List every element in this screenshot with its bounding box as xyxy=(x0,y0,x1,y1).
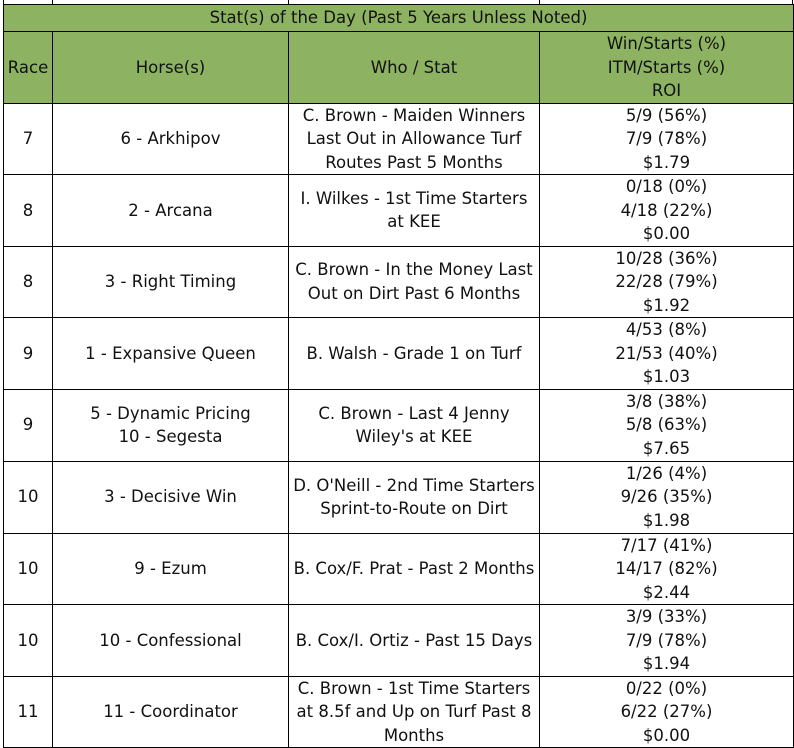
result-line: $0.00 xyxy=(642,725,691,745)
result-line: 1/26 (4%) xyxy=(625,463,708,483)
stat-line: B. Walsh - Grade 1 on Turf xyxy=(306,343,522,363)
table-row xyxy=(4,318,794,390)
header-row xyxy=(4,32,794,104)
stat-line: Wiley's at KEE xyxy=(355,427,473,446)
stat-line: B. Cox/F. Prat - Past 2 Months xyxy=(293,559,535,578)
header-results xyxy=(540,32,794,104)
stat-cell xyxy=(289,676,540,748)
header-win-starts: Win/Starts (%) xyxy=(606,34,727,53)
header-horses: Horse(s) xyxy=(53,32,289,104)
result-line: $2.44 xyxy=(642,582,691,602)
result-line: 14/17 (82%) xyxy=(615,559,718,578)
stat-line: at 8.5f and Up on Turf Past 8 xyxy=(296,702,532,721)
stat-line: D. O'Neill - 2nd Time Starters xyxy=(293,475,535,495)
race-number: 7 xyxy=(4,103,53,175)
horse-entry: 3 - Right Timing xyxy=(104,272,237,291)
stat-cell xyxy=(289,175,540,247)
stat-line: Routes Past 5 Months xyxy=(325,152,503,172)
horse-entry: 3 - Decisive Win xyxy=(104,487,237,507)
stat-line: B. Cox/I. Ortiz - Past 15 Days xyxy=(295,630,533,650)
result-line: 10/28 (36%) xyxy=(615,248,718,268)
stat-line: C. Brown - Last 4 Jenny xyxy=(318,403,510,423)
result-line: 6/22 (27%) xyxy=(620,702,713,721)
stat-cell xyxy=(289,389,540,461)
horse-entry: 1 - Expansive Queen xyxy=(85,343,256,363)
horse-cell xyxy=(53,246,289,318)
horse-entry: 10 - Segesta xyxy=(118,427,223,446)
result-line: $1.92 xyxy=(642,295,691,315)
results-cell xyxy=(540,389,794,461)
results-cell xyxy=(540,461,794,533)
result-line: 3/8 (38%) xyxy=(625,391,708,411)
race-number: 9 xyxy=(4,389,53,461)
stat-line: I. Wilkes - 1st Time Starters xyxy=(300,188,528,208)
result-line: 4/53 (8%) xyxy=(625,320,708,339)
result-line: 21/53 (40%) xyxy=(615,343,718,363)
result-line: 7/9 (78%) xyxy=(625,630,708,650)
results-cell xyxy=(540,103,794,175)
header-who-stat: Who / Stat xyxy=(289,32,540,104)
horse-cell xyxy=(53,175,289,247)
horse-cell xyxy=(53,676,289,748)
stat-cell xyxy=(289,533,540,605)
stat-line: Out on Dirt Past 6 Months xyxy=(307,283,521,303)
table-row xyxy=(4,246,794,318)
horse-cell xyxy=(53,605,289,677)
result-line: $0.00 xyxy=(642,224,691,243)
result-line: 22/28 (79%) xyxy=(615,272,718,291)
result-line: 5/8 (63%) xyxy=(625,415,708,435)
horse-cell xyxy=(53,533,289,605)
table-row xyxy=(4,389,794,461)
stat-line: C. Brown - 1st Time Starters xyxy=(297,678,531,698)
results-cell xyxy=(540,533,794,605)
result-line: 4/18 (22%) xyxy=(620,200,713,220)
horse-entry: 10 - Confessional xyxy=(99,630,242,650)
stat-line: Last Out in Allowance Turf xyxy=(306,129,522,148)
result-line: 7/9 (78%) xyxy=(625,129,708,148)
stat-cell xyxy=(289,246,540,318)
header-itm-starts: ITM/Starts (%) xyxy=(607,57,726,77)
table-title: Stat(s) of the Day (Past 5 Years Unless Noted) xyxy=(4,5,794,32)
result-line: $1.98 xyxy=(642,510,691,530)
horse-entry: 5 - Dynamic Pricing xyxy=(90,403,251,423)
result-line: $1.79 xyxy=(642,152,691,172)
stat-cell xyxy=(289,318,540,390)
horse-cell xyxy=(53,389,289,461)
result-line: 9/26 (35%) xyxy=(620,487,713,507)
table-row xyxy=(4,605,794,677)
horse-entry: 9 - Ezum xyxy=(134,559,207,578)
result-line: 5/9 (56%) xyxy=(625,105,708,125)
horse-cell xyxy=(53,318,289,390)
result-line: $1.94 xyxy=(642,654,691,673)
race-number: 9 xyxy=(4,318,53,390)
horse-entry: 6 - Arkhipov xyxy=(120,129,221,148)
stat-cell xyxy=(289,103,540,175)
table-row xyxy=(4,175,794,247)
horse-cell xyxy=(53,461,289,533)
stats-table xyxy=(3,4,794,748)
race-number: 10 xyxy=(4,461,53,533)
results-cell xyxy=(540,175,794,247)
table-row xyxy=(4,103,794,175)
result-line: $7.65 xyxy=(642,438,691,458)
table-row xyxy=(4,676,794,748)
stat-cell xyxy=(289,605,540,677)
race-number: 10 xyxy=(4,533,53,605)
stat-line: Months xyxy=(383,725,445,745)
header-roi: ROI xyxy=(651,81,682,100)
result-line: 0/18 (0%) xyxy=(625,177,708,196)
race-number: 10 xyxy=(4,605,53,677)
results-cell xyxy=(540,318,794,390)
header-race: Race xyxy=(4,32,53,104)
results-cell xyxy=(540,246,794,318)
horse-entry: 2 - Arcana xyxy=(128,200,213,220)
stat-line: Sprint-to-Route on Dirt xyxy=(320,499,508,518)
result-line: 7/17 (41%) xyxy=(620,535,713,555)
result-line: 3/9 (33%) xyxy=(625,607,708,626)
race-number: 8 xyxy=(4,175,53,247)
race-number: 8 xyxy=(4,246,53,318)
result-line: 0/22 (0%) xyxy=(625,678,708,698)
race-number: 11 xyxy=(4,676,53,748)
stat-line: at KEE xyxy=(387,212,441,232)
horse-cell xyxy=(53,103,289,175)
table-row xyxy=(4,461,794,533)
stat-line: C. Brown - In the Money Last xyxy=(295,260,533,280)
results-cell xyxy=(540,676,794,748)
result-line: $1.03 xyxy=(642,367,691,386)
table-row xyxy=(4,533,794,605)
horse-entry: 11 - Coordinator xyxy=(103,702,238,721)
stat-line: C. Brown - Maiden Winners xyxy=(302,105,526,125)
stat-cell xyxy=(289,461,540,533)
results-cell xyxy=(540,605,794,677)
